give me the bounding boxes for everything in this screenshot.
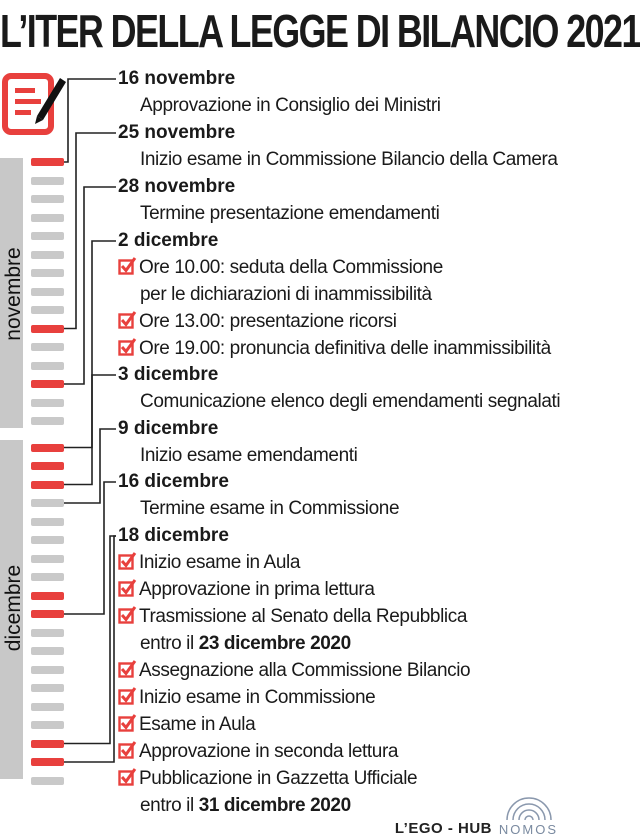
event-date: 25 novembre — [118, 122, 236, 143]
checklist-item-deadline: entro il 31 dicembre 2020 — [140, 795, 351, 816]
timeline-event — [118, 120, 560, 173]
month-label-dicembre: dicembre — [2, 564, 25, 652]
checkbox-check-icon — [118, 337, 136, 355]
event-date: 16 novembre — [118, 68, 236, 89]
event-date: 16 dicembre — [118, 471, 229, 492]
event-date: 2 dicembre — [118, 230, 219, 251]
footer-brand: NOMOS — [498, 822, 558, 837]
checklist-item — [118, 765, 560, 792]
checklist-item-text: Esame in Aula — [139, 714, 256, 735]
checklist-item — [118, 335, 560, 362]
checkbox-check-icon — [118, 659, 136, 677]
checklist-item-text: Pubblicazione in Gazzetta Ufficiale — [139, 768, 418, 789]
checklist-item-text: Inizio esame in Commissione — [139, 687, 376, 708]
checklist-item-continuation: per le dichiarazioni di inammissibilità — [140, 284, 432, 305]
connector-line — [64, 429, 116, 503]
event-date: 28 novembre — [118, 176, 236, 197]
checkbox-check-icon — [118, 551, 136, 569]
checkbox-check-icon — [118, 605, 136, 623]
checklist-item — [118, 711, 560, 738]
event-date: 3 dicembre — [118, 364, 219, 385]
timeline-event — [118, 66, 560, 119]
month-label-novembre: novembre — [2, 247, 25, 341]
checklist-item — [118, 657, 560, 684]
checklist-item-text: Ore 13.00: presentazione ricorsi — [139, 311, 397, 332]
event-date: 18 dicembre — [118, 525, 229, 546]
checklist-item — [118, 684, 560, 711]
deadline-date: 23 dicembre 2020 — [198, 633, 351, 654]
checklist-item — [118, 549, 560, 576]
checkbox-check-icon — [118, 578, 136, 596]
nomos-logo-icon — [504, 795, 554, 821]
checklist-item-text: Approvazione in seconda lettura — [139, 741, 399, 762]
checklist-item — [118, 603, 560, 630]
checklist-item — [118, 738, 560, 765]
checklist-item-text: Ore 19.00: pronuncia definitiva delle inammissibilità — [139, 338, 551, 359]
connector-line — [64, 482, 116, 614]
checklist-item-text: Approvazione in prima lettura — [139, 579, 375, 600]
checkbox-check-icon — [118, 256, 136, 274]
timeline-event — [118, 362, 560, 415]
connector-line — [64, 79, 116, 162]
checkbox-check-icon — [118, 713, 136, 731]
checkbox-check-icon — [118, 740, 136, 758]
connector-line — [64, 133, 116, 329]
checklist-item — [118, 254, 560, 281]
event-description: Approvazione in Consiglio dei Ministri — [140, 95, 441, 116]
connector-line — [64, 536, 116, 744]
connector-line — [64, 187, 116, 384]
timeline-event — [118, 416, 560, 469]
event-description: Inizio esame emendamenti — [140, 445, 358, 466]
footer-credit: L’EGO - HUB — [394, 820, 492, 837]
checklist-item-text: Assegnazione alla Commissione Bilancio — [139, 660, 471, 681]
checklist-item-text: Inizio esame in Aula — [139, 552, 300, 573]
timeline-event — [118, 523, 560, 819]
checklist-item-text: Ore 10.00: seduta della Commissione — [139, 257, 443, 278]
event-description: Inizio esame in Commissione Bilancio della Camera — [140, 149, 558, 170]
timeline-event — [118, 228, 560, 362]
checkbox-check-icon — [118, 767, 136, 785]
checklist-item — [118, 576, 560, 603]
event-date: 9 dicembre — [118, 418, 219, 439]
checklist-item-deadline: entro il 23 dicembre 2020 — [140, 633, 351, 654]
event-description: Comunicazione elenco degli emendamenti segnalati — [140, 391, 561, 412]
timeline-event — [118, 469, 560, 522]
checkbox-check-icon — [118, 686, 136, 704]
connector-line — [64, 536, 116, 762]
event-description: Termine presentazione emendamenti — [140, 203, 440, 224]
checklist-item-text: Trasmissione al Senato della Repubblica — [139, 606, 467, 627]
page-title: L’ITER DELLA LEGGE DI BILANCIO 2021 — [0, 5, 640, 57]
checkbox-check-icon — [118, 310, 136, 328]
connector-line — [64, 241, 116, 448]
deadline-date: 31 dicembre 2020 — [198, 795, 351, 816]
timeline-event — [118, 174, 560, 227]
checklist-item — [118, 308, 560, 335]
event-description: Termine esame in Commissione — [140, 498, 400, 519]
